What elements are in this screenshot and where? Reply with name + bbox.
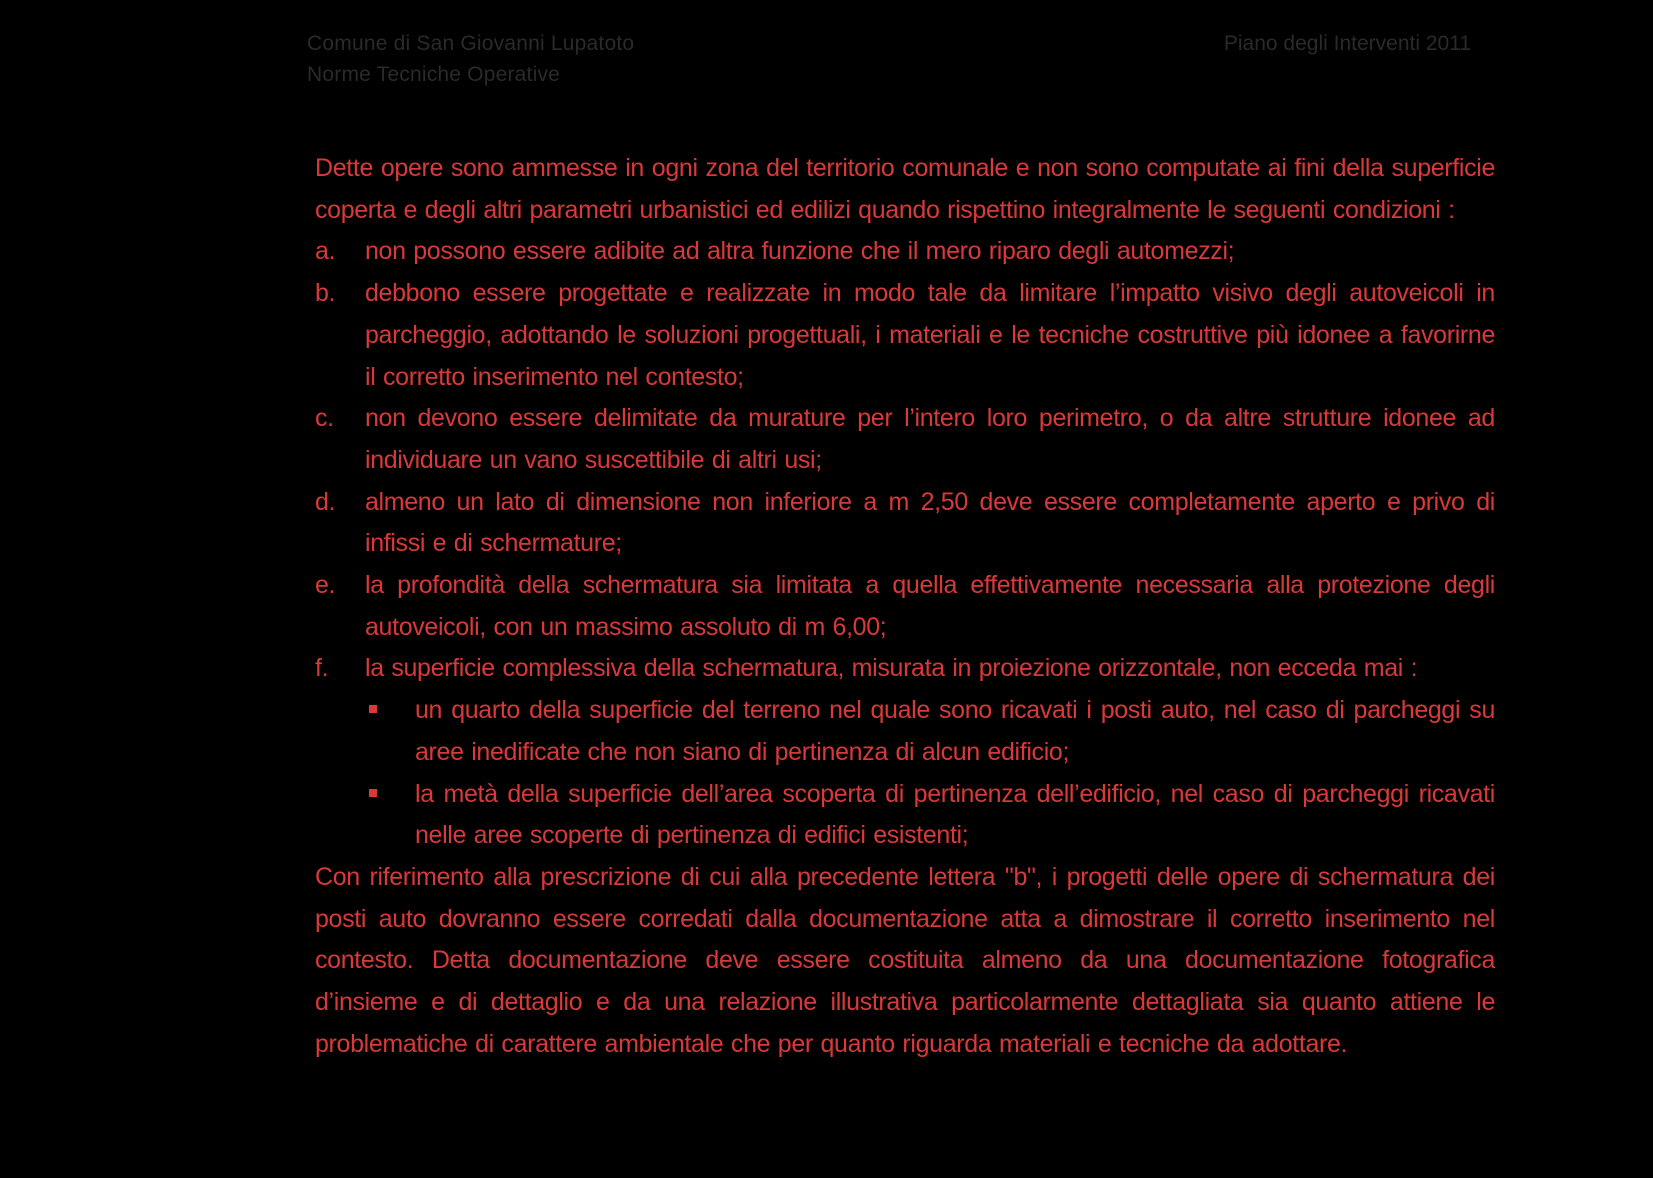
closing-paragraph: Con riferimento alla prescrizione di cui alla precedente lettera "b", i progetti delle opere di schermatura dei posti auto dovranno essere corredati dalla documentazione atta a dimostrare il corretto inserimento nel contesto. Detta documentazione deve essere costituita almeno da una documentazione fotografica d’insieme e di dettaglio e da una relazione illustrativa particolarmente dettagliata sia quanto attiene le problematiche di carattere ambientale che per quanto riguarda materiali e tecniche da adottare. (315, 862, 1495, 1058)
list-marker: d. (315, 487, 336, 516)
surface-limits-sublist (315, 690, 1495, 857)
page-header-left (307, 28, 634, 90)
document-body (315, 148, 1495, 1065)
list-item-text: almeno un lato di dimensione non inferiore a m 2,50 deve essere completamente aperto e privo di infissi e di schermature; (365, 487, 1495, 558)
list-item (315, 398, 1495, 481)
sublist-item-text: la metà della superficie dell’area scoperta di pertinenza dell’edificio, nel caso di parcheggi ricavati nelle aree scoperte di pertinenza di edifici esistenti; (415, 779, 1495, 850)
list-item-text: debbono essere progettate e realizzate in modo tale da limitare l’impatto visivo degli autoveicoli in parcheggio, adottando le soluzioni progettuali, i materiali e le tecniche costruttive più idonee a favorirne il corretto inserimento nel contesto; (365, 279, 1495, 391)
list-marker: c. (315, 404, 334, 433)
header-municipality: Comune di San Giovanni Lupatoto (307, 32, 635, 55)
list-marker: f. (315, 654, 329, 683)
list-marker: a. (315, 237, 336, 266)
page-header-right: Piano degli Interventi 2011 (1223, 32, 1471, 55)
conditions-list (315, 231, 1495, 690)
list-item (315, 482, 1495, 565)
list-marker: b. (315, 279, 336, 308)
list-item (315, 273, 1495, 398)
list-marker: e. (315, 571, 336, 600)
intro-paragraph: Dette opere sono ammesse in ogni zona del territorio comunale e non sono computate ai fini della superficie coperta e degli altri parametri urbanistici ed edilizi quando rispettino integralmente le seguenti condizioni : (315, 154, 1495, 224)
list-item-text: la superficie complessiva della schermatura, misurata in proiezione orizzontale, non ecceda mai : (365, 654, 1418, 683)
sublist-item (315, 774, 1495, 857)
list-item-text: la profondità della schermatura sia limitata a quella effettivamente necessaria alla protezione degli autoveicoli, con un massimo assoluto di m 6,00; (365, 571, 1495, 641)
list-item-text: non possono essere adibite ad altra funzione che il mero riparo degli automezzi; (365, 237, 1235, 266)
square-bullet-icon (369, 789, 377, 797)
list-item (315, 648, 1495, 690)
list-item (315, 565, 1495, 648)
sublist-item-text: un quarto della superficie del terreno nel quale sono ricavati i posti auto, nel caso di parcheggi su aree inedificate che non siano di pertinenza di alcun edificio; (415, 696, 1495, 766)
list-item (315, 231, 1495, 273)
header-document-title: Norme Tecniche Operative (307, 63, 561, 86)
square-bullet-icon (369, 705, 377, 713)
list-item-text: non devono essere delimitate da murature per l’intero loro perimetro, o da altre strutture idonee ad individuare un vano suscettibile di altri usi; (365, 404, 1495, 474)
sublist-item (315, 690, 1495, 773)
